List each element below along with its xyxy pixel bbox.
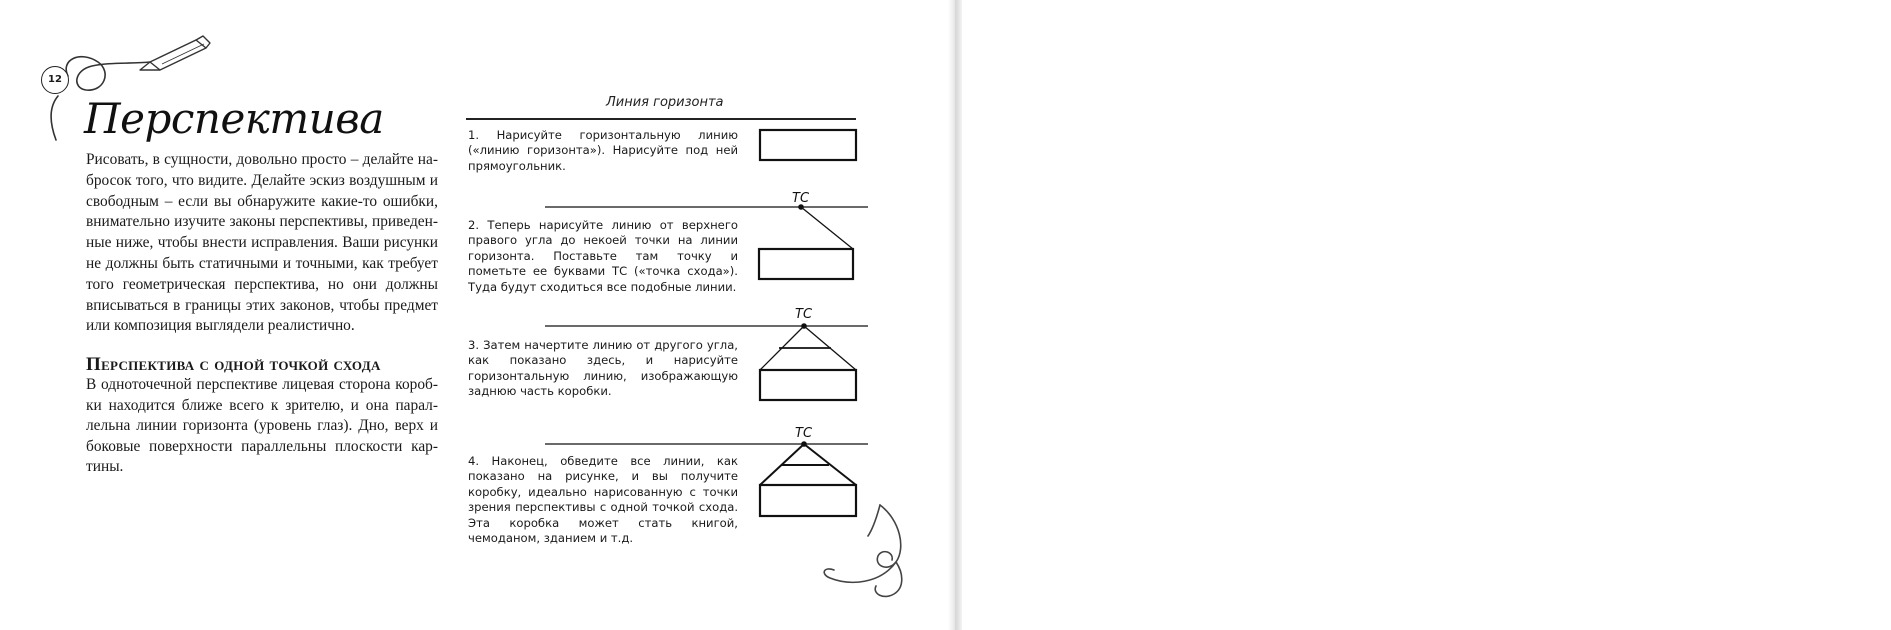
pencil-icon [140,36,210,70]
horizon-line-caption: Линия горизонта [606,95,724,110]
page-title: Перспектива [84,94,384,143]
step-2-text: 2. Теперь нарисуйте линию от верхнего правого угла до некоей точки на линии горизонта. Поставьте там точку и пометьте ее буквами ТС («точка схода»). Туда будут сходиться все подобные линии. [468,218,738,294]
vanishing-point-label-3: ТС [795,426,813,441]
section-heading: Перспектива с одной точкой схода [86,354,381,375]
intro-paragraph: Рисовать, в сущности, довольно просто – делайте набросок того, что видите. Делайте эскиз воздушным и свободным – если вы обнаружите какие-то ошибки, внимательно изучите законы перспективы, приведенные ниже, чтобы внести исправления. Ваши рисунки не должны быть статичными и точными, как требует того геометрическая перспектива, но они должны вписываться в границы этих законов, чтобы предмет или композиция выглядели реалистично. [86,151,438,335]
right-page [955,0,1891,630]
vanishing-point-label-2: ТС [795,307,813,322]
step1-rectangle [760,130,856,160]
flourish-bottom-icon [824,505,902,596]
step-4-text: 4. Наконец, обведите все линии, как показано на рисунке, и вы получите коробку, идеально нарисованную с точки зрения перспективы с одной точкой схода. Эта коробка может стать книгой, чемоданом, зданием и т.д. [468,454,738,546]
step-1-text: 1. Нарисуйте горизонтальную линию («линию горизонта»). Нарисуйте под ней прямоугольник. [468,128,738,173]
vanishing-point-label-1: ТС [792,191,810,206]
section-paragraph: В одноточечной перспективе лицевая сторона коробки находится ближе всего к зрителю, и она параллельна линии горизонта (уровень глаз). Дно, верх и боковые поверхности параллельны плоскости картины. [86,376,438,476]
step-3-text: 3. Затем начертите линию от другого угла, как показано здесь, и нарисуйте горизонтальную линию, изображающую заднюю часть коробки. [468,338,738,399]
horizon-header-rule [466,118,856,120]
page-number: 12 [41,66,69,94]
